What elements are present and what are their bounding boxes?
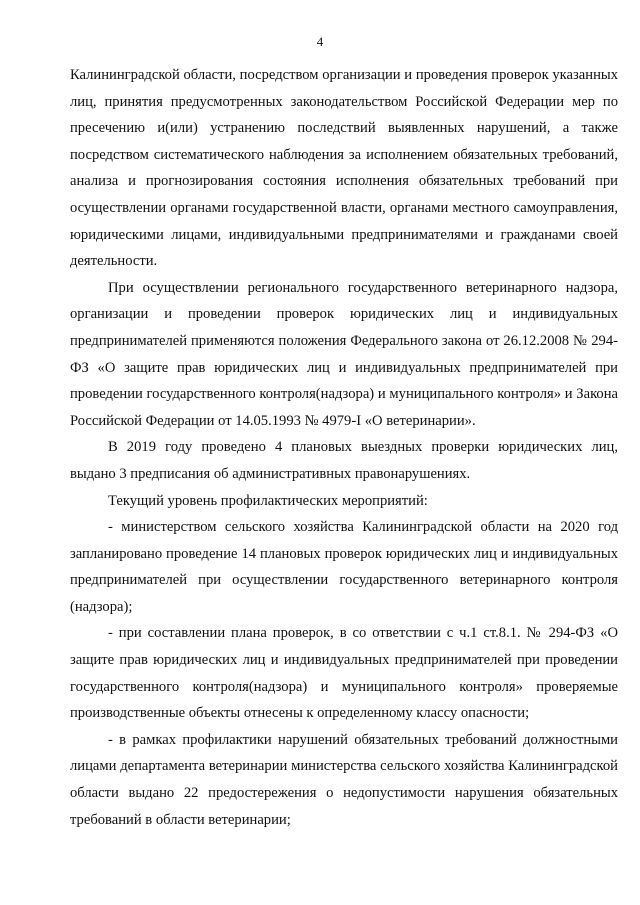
document-body — [70, 62, 618, 833]
page-number: 4 — [316, 34, 324, 49]
list-item-planned-inspections: - министерством сельского хозяйства Калининградской области на 2020 год запланировано проведение 14 плановых проверок юридических лиц и индивидуальных предпринимателей при осуществлении государственного ветеринарного контроля (надзора); — [70, 519, 618, 615]
paragraph-legal-basis: При осуществлении регионального государственного ветеринарного надзора, организации и проведении проверок юридических лиц и индивидуальных предпринимателей применяются положения Федерального закона от 26.12.2008 № 294-ФЗ «О защите прав юридических лиц и индивидуальных предпринимателей при проведении государственного контроля(надзора) и муниципального контроля» и Закона Российской Федерации от 14.05.1993 № 4979-I «О ветеринарии». — [70, 279, 618, 429]
list-item-warnings: - в рамках профилактики нарушений обязательных требований должностными лицами департамента ветеринарии министерства сельского хозяйства Калининградской области выдано 22 предостережения о недопустимости нарушения обязательных требований в области ветеринарии; — [70, 731, 618, 828]
paragraph-continuation: Калининградской области, посредством организации и проведения проверок указанных лиц, принятия предусмотренных законодательством Российской Федерации мер по пресечению и(или) устранению последствий выявленных нарушений, а также посредством систематического наблюдения за исполнением обязательных требований, анализа и прогнозирования состояния исполнения обязательных требований при осуществлении органами государственной власти, органами местного самоуправления, юридическими лицами, индивидуальными предпринимателями и гражданами своей деятельности. — [70, 67, 618, 270]
paragraph-inspections-2019: В 2019 году проведено 4 плановых выездных проверки юридических лиц, выдано 3 предписания об административных правонарушениях. — [70, 439, 618, 482]
list-item-risk-classes: - при составлении плана проверок, в со ответствии с ч.1 ст.8.1. № 294-ФЗ «О защите прав юридических лиц и индивидуальных предпринимателей при проведении государственного контроля(надзора) и муниципального контроля» проверяемые производственные объекты отнесены к определенному классу опасности; — [70, 625, 618, 722]
paragraph-prevention-heading: Текущий уровень профилактических мероприятий: — [108, 492, 428, 509]
